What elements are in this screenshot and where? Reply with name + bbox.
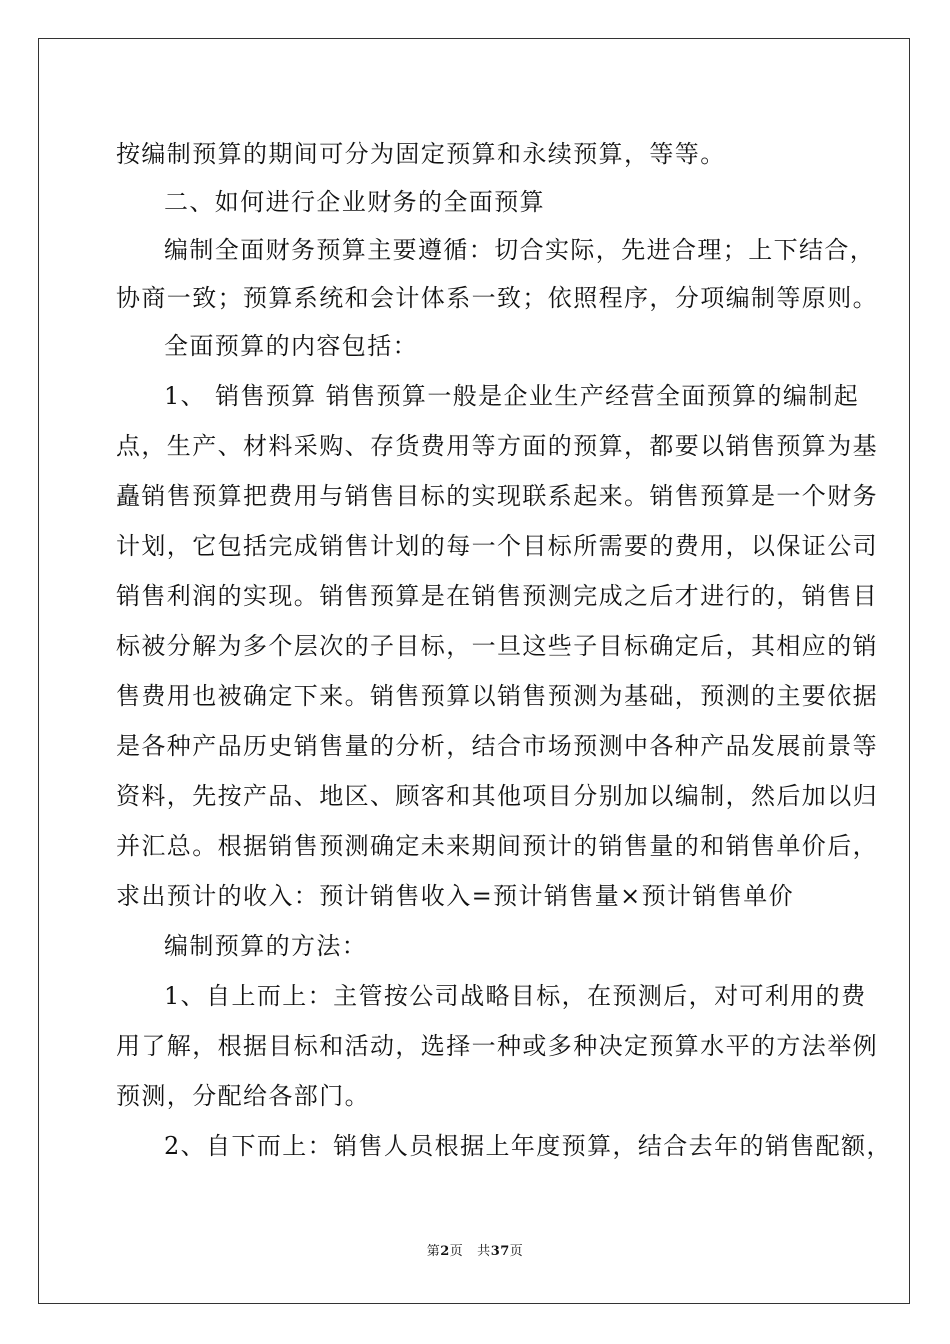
section-heading: 二、如何进行企业财务的全面预算 bbox=[164, 188, 545, 216]
paragraph-line: 销售利润的实现。销售预算是在销售预测完成之后才进行的，销售目 bbox=[116, 582, 878, 610]
paragraph-line: 矗销售预算把费用与销售目标的实现联系起来。销售预算是一个财务 bbox=[116, 482, 878, 510]
paragraph-line: 预测，分配给各部门。 bbox=[116, 1082, 370, 1110]
total-pages: 37 bbox=[490, 1244, 510, 1259]
paragraph-line: 按编制预算的期间可分为固定预算和永续预算，等等。 bbox=[116, 140, 726, 168]
paragraph-line: 求出预计的收入：预计销售收入=预计销售量×预计销售单价 bbox=[116, 882, 795, 910]
paragraph-line: 计划，它包括完成销售计划的每一个目标所需要的费用，以保证公司 bbox=[116, 532, 878, 560]
paragraph-line: 全面预算的内容包括： bbox=[164, 332, 418, 360]
page-label-prefix: 第 bbox=[426, 1244, 441, 1259]
paragraph-line: 1、自上而上：主管按公司战略目标，在预测后，对可利用的费 bbox=[164, 982, 867, 1010]
paragraph-line: 2、自下而上：销售人员根据上年度预算，结合去年的销售配额， bbox=[164, 1132, 892, 1160]
paragraph-line: 协商一致；预算系统和会计体系一致；依照程序，分项编制等原则。 bbox=[116, 284, 878, 312]
total-label-prefix: 共 bbox=[477, 1244, 491, 1259]
paragraph-line: 售费用也被确定下来。销售预算以销售预测为基础，预测的主要依据 bbox=[116, 682, 878, 710]
page-border bbox=[38, 38, 910, 1304]
paragraph-line: 资料，先按产品、地区、顾客和其他项目分别加以编制，然后加以归 bbox=[116, 782, 878, 810]
paragraph-line: 并汇总。根据销售预测确定未来期间预计的销售量的和销售单价后， bbox=[116, 832, 878, 860]
page-number: 2 bbox=[440, 1244, 450, 1259]
paragraph-line: 点，生产、材料采购、存货费用等方面的预算，都要以销售预算为基 bbox=[116, 432, 878, 460]
page-footer bbox=[0, 1244, 950, 1260]
paragraph-line: 编制全面财务预算主要遵循：切合实际，先进合理；上下结合， bbox=[164, 236, 876, 264]
paragraph-line: 用了解，根据目标和活动，选择一种或多种决定预算水平的方法举例 bbox=[116, 1032, 878, 1060]
paragraph-line: 是各种产品历史销售量的分析，结合市场预测中各种产品发展前景等 bbox=[116, 732, 878, 760]
paragraph-line: 编制预算的方法： bbox=[164, 932, 368, 960]
total-label-suffix: 页 bbox=[509, 1244, 524, 1259]
paragraph-line: 1、 销售预算 销售预算一般是企业生产经营全面预算的编制起 bbox=[164, 382, 860, 410]
paragraph-line: 标被分解为多个层次的子目标，一旦这些子目标确定后，其相应的销 bbox=[116, 632, 878, 660]
page-label-suffix: 页 bbox=[449, 1244, 464, 1259]
